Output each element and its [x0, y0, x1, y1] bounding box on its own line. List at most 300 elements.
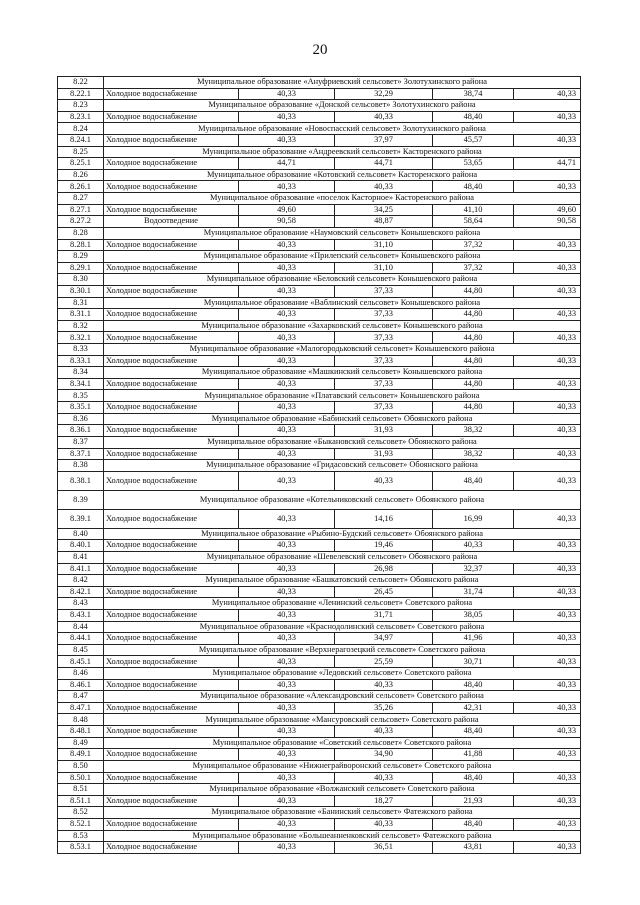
table-row [58, 425, 581, 437]
value-cell: 40,33 [335, 772, 433, 784]
service-name: Холодное водоснабжение [104, 586, 239, 598]
table-row [58, 795, 581, 807]
value-cell: 37,33 [335, 332, 433, 344]
value-cell: 44,80 [433, 285, 514, 297]
section-code: 8.22 [58, 77, 104, 89]
section-title: Муниципальное образование «Башкатовский сельсовет» Обоянского района [104, 575, 581, 587]
section-code: 8.28 [58, 227, 104, 239]
value-cell: 40,33 [335, 726, 433, 738]
value-cell: 40,33 [514, 402, 581, 414]
service-name: Холодное водоснабжение [104, 355, 239, 367]
value-cell: 40,33 [514, 540, 581, 552]
value-cell: 40,33 [514, 656, 581, 668]
value-cell: 40,33 [514, 563, 581, 575]
section-code: 8.53 [58, 830, 104, 842]
service-name: Холодное водоснабжение [104, 378, 239, 390]
value-cell: 40,33 [514, 332, 581, 344]
section-title: Муниципальное образование «Платавский сельсовет» Конышевского района [104, 390, 581, 402]
value-cell: 38,32 [433, 448, 514, 460]
table-row [58, 749, 581, 761]
section-header-row [58, 297, 581, 309]
service-name: Холодное водоснабжение [104, 332, 239, 344]
value-cell: 40,33 [514, 355, 581, 367]
value-cell: 40,33 [514, 749, 581, 761]
value-cell: 44,71 [239, 158, 335, 170]
value-cell: 40,33 [239, 425, 335, 437]
section-header-row [58, 551, 581, 563]
section-title: Муниципальное образование «Наумовский сельсовет» Конышевского района [104, 227, 581, 239]
value-cell: 40,33 [239, 818, 335, 830]
value-cell: 37,33 [335, 309, 433, 321]
row-code: 8.39.1 [58, 509, 104, 528]
tariff-table [57, 76, 581, 854]
section-title: Муниципальное образование «Андреевский сельсовет» Касторенского района [104, 146, 581, 158]
table-row [58, 204, 581, 216]
value-cell: 40,33 [239, 135, 335, 147]
value-cell: 44,71 [514, 158, 581, 170]
service-name: Холодное водоснабжение [104, 633, 239, 645]
table-row [58, 842, 581, 854]
value-cell: 14,16 [335, 509, 433, 528]
section-code: 8.26 [58, 169, 104, 181]
value-cell: 40,33 [514, 726, 581, 738]
value-cell: 45,57 [433, 135, 514, 147]
row-code: 8.26.1 [58, 181, 104, 193]
value-cell: 40,33 [433, 540, 514, 552]
table-row [58, 448, 581, 460]
value-cell: 31,71 [335, 609, 433, 621]
value-cell: 38,32 [433, 425, 514, 437]
row-code: 8.28.1 [58, 239, 104, 251]
value-cell: 40,33 [514, 842, 581, 854]
section-header-row [58, 344, 581, 356]
section-title: Муниципальное образование «Малогородьковский сельсовет» Конышевского района [104, 344, 581, 356]
value-cell: 30,71 [433, 656, 514, 668]
service-name: Холодное водоснабжение [104, 204, 239, 216]
table-row [58, 540, 581, 552]
section-code: 8.31 [58, 297, 104, 309]
value-cell: 44,80 [433, 402, 514, 414]
row-code: 8.25.1 [58, 158, 104, 170]
row-code: 8.36.1 [58, 425, 104, 437]
section-title: Муниципальное образование «Ваблинский сельсовет» Конышевского района [104, 297, 581, 309]
section-title: Муниципальное образование «Краснодолинский сельсовет» Советского района [104, 621, 581, 633]
row-code: 8.23.1 [58, 111, 104, 123]
section-title: Муниципальное образование «Александровский сельсовет» Советского района [104, 691, 581, 703]
value-cell: 40,33 [514, 88, 581, 100]
section-code: 8.34 [58, 367, 104, 379]
service-name: Водоотведение [104, 216, 239, 228]
section-title: Муниципальное образование «Бабинский сельсовет» Обоянского района [104, 413, 581, 425]
section-header-row [58, 274, 581, 286]
section-code: 8.24 [58, 123, 104, 135]
section-code: 8.52 [58, 807, 104, 819]
table-row [58, 702, 581, 714]
section-title: Муниципальное образование «Машкинский сельсовет» Конышевского района [104, 367, 581, 379]
table-row [58, 563, 581, 575]
value-cell: 40,33 [514, 633, 581, 645]
section-title: Муниципальное образование «поселок Касторное» Касторенского района [104, 193, 581, 205]
value-cell: 40,33 [514, 679, 581, 691]
value-cell: 40,33 [514, 285, 581, 297]
section-code: 8.43 [58, 598, 104, 610]
value-cell: 40,33 [239, 679, 335, 691]
section-header-row [58, 436, 581, 448]
section-header-row [58, 490, 581, 509]
value-cell: 40,33 [239, 239, 335, 251]
section-header-row [58, 528, 581, 540]
value-cell: 16,99 [433, 509, 514, 528]
row-code: 8.48.1 [58, 726, 104, 738]
section-title: Муниципальное образование «Донской сельсовет» Золотухинского района [104, 100, 581, 112]
table-row [58, 135, 581, 147]
value-cell: 31,93 [335, 425, 433, 437]
value-cell: 48,40 [433, 471, 514, 490]
section-header-row [58, 737, 581, 749]
section-header-row [58, 760, 581, 772]
value-cell: 40,33 [239, 726, 335, 738]
service-name: Холодное водоснабжение [104, 749, 239, 761]
table-row [58, 818, 581, 830]
value-cell: 48,87 [335, 216, 433, 228]
section-code: 8.33 [58, 344, 104, 356]
service-name: Холодное водоснабжение [104, 135, 239, 147]
value-cell: 40,33 [514, 309, 581, 321]
value-cell: 40,33 [514, 262, 581, 274]
value-cell: 49,60 [514, 204, 581, 216]
row-code: 8.22.1 [58, 88, 104, 100]
value-cell: 40,33 [239, 471, 335, 490]
table-row [58, 181, 581, 193]
table-row [58, 402, 581, 414]
service-name: Холодное водоснабжение [104, 772, 239, 784]
value-cell: 40,33 [239, 540, 335, 552]
value-cell: 40,33 [239, 378, 335, 390]
service-name: Холодное водоснабжение [104, 540, 239, 552]
service-name: Холодное водоснабжение [104, 425, 239, 437]
section-title: Муниципальное образование «Советский сельсовет» Советского района [104, 737, 581, 749]
value-cell: 37,32 [433, 239, 514, 251]
value-cell: 37,33 [335, 378, 433, 390]
section-title: Муниципальное образование «Верхнерагозецкий сельсовет» Советского района [104, 644, 581, 656]
value-cell: 90,58 [514, 216, 581, 228]
table-row [58, 586, 581, 598]
table-row [58, 239, 581, 251]
value-cell: 40,33 [514, 181, 581, 193]
value-cell: 40,33 [514, 795, 581, 807]
value-cell: 34,90 [335, 749, 433, 761]
section-title: Муниципальное образование «Прилепский сельсовет» Конышевского района [104, 251, 581, 263]
value-cell: 31,10 [335, 262, 433, 274]
section-title: Муниципальное образование «Ленинский сельсовет» Советского района [104, 598, 581, 610]
value-cell: 40,33 [514, 509, 581, 528]
value-cell: 44,80 [433, 332, 514, 344]
value-cell: 37,97 [335, 135, 433, 147]
table-row [58, 332, 581, 344]
section-code: 8.35 [58, 390, 104, 402]
section-header-row [58, 644, 581, 656]
table-row [58, 111, 581, 123]
section-title: Муниципальное образование «Нижнеграйворонский сельсовет» Советского района [104, 760, 581, 772]
row-code: 8.30.1 [58, 285, 104, 297]
value-cell: 40,33 [239, 88, 335, 100]
row-code: 8.47.1 [58, 702, 104, 714]
section-title: Муниципальное образование «Мансуровский сельсовет» Советского района [104, 714, 581, 726]
value-cell: 26,45 [335, 586, 433, 598]
value-cell: 44,80 [433, 309, 514, 321]
section-header-row [58, 413, 581, 425]
section-code: 8.44 [58, 621, 104, 633]
section-code: 8.23 [58, 100, 104, 112]
section-code: 8.48 [58, 714, 104, 726]
section-header-row [58, 251, 581, 263]
section-code: 8.29 [58, 251, 104, 263]
section-code: 8.25 [58, 146, 104, 158]
value-cell: 40,33 [239, 586, 335, 598]
row-code: 8.33.1 [58, 355, 104, 367]
value-cell: 34,97 [335, 633, 433, 645]
table-row [58, 88, 581, 100]
service-name: Холодное водоснабжение [104, 656, 239, 668]
value-cell: 40,33 [239, 656, 335, 668]
service-name: Холодное водоснабжение [104, 509, 239, 528]
section-code: 8.38 [58, 460, 104, 472]
table-row [58, 262, 581, 274]
row-code: 8.35.1 [58, 402, 104, 414]
section-header-row [58, 621, 581, 633]
row-code: 8.46.1 [58, 679, 104, 691]
section-header-row [58, 169, 581, 181]
value-cell: 40,33 [514, 471, 581, 490]
table-row [58, 355, 581, 367]
value-cell: 48,40 [433, 111, 514, 123]
row-code: 8.49.1 [58, 749, 104, 761]
value-cell: 42,31 [433, 702, 514, 714]
section-code: 8.50 [58, 760, 104, 772]
table-row [58, 158, 581, 170]
value-cell: 40,33 [239, 355, 335, 367]
service-name: Холодное водоснабжение [104, 111, 239, 123]
section-code: 8.51 [58, 784, 104, 796]
service-name: Холодное водоснабжение [104, 471, 239, 490]
value-cell: 18,27 [335, 795, 433, 807]
row-code: 8.45.1 [58, 656, 104, 668]
value-cell: 31,10 [335, 239, 433, 251]
value-cell: 44,80 [433, 378, 514, 390]
value-cell: 40,33 [514, 609, 581, 621]
section-header-row [58, 123, 581, 135]
row-code: 8.38.1 [58, 471, 104, 490]
value-cell: 34,25 [335, 204, 433, 216]
section-header-row [58, 193, 581, 205]
row-code: 8.52.1 [58, 818, 104, 830]
service-name: Холодное водоснабжение [104, 239, 239, 251]
value-cell: 40,33 [239, 332, 335, 344]
value-cell: 38,74 [433, 88, 514, 100]
value-cell: 40,33 [239, 448, 335, 460]
value-cell: 25,59 [335, 656, 433, 668]
section-header-row [58, 784, 581, 796]
value-cell: 48,40 [433, 181, 514, 193]
value-cell: 90,58 [239, 216, 335, 228]
section-header-row [58, 367, 581, 379]
section-header-row [58, 146, 581, 158]
value-cell: 40,33 [514, 772, 581, 784]
row-code: 8.24.1 [58, 135, 104, 147]
value-cell: 48,40 [433, 679, 514, 691]
section-code: 8.39 [58, 490, 104, 509]
table-row [58, 471, 581, 490]
section-code: 8.37 [58, 436, 104, 448]
section-title: Муниципальное образование «Шевелевский сельсовет» Обоянского района [104, 551, 581, 563]
service-name: Холодное водоснабжение [104, 262, 239, 274]
table-row [58, 609, 581, 621]
section-code: 8.46 [58, 668, 104, 680]
row-code: 8.40.1 [58, 540, 104, 552]
section-code: 8.49 [58, 737, 104, 749]
service-name: Холодное водоснабжение [104, 285, 239, 297]
value-cell: 40,33 [335, 471, 433, 490]
value-cell: 40,33 [239, 262, 335, 274]
section-title: Муниципальное образование «Волжанский сельсовет» Советского района [104, 784, 581, 796]
value-cell: 44,71 [335, 158, 433, 170]
section-code: 8.42 [58, 575, 104, 587]
value-cell: 40,33 [239, 633, 335, 645]
row-code: 8.37.1 [58, 448, 104, 460]
table-row [58, 656, 581, 668]
service-name: Холодное водоснабжение [104, 448, 239, 460]
section-code: 8.32 [58, 320, 104, 332]
value-cell: 40,33 [335, 111, 433, 123]
value-cell: 40,33 [239, 749, 335, 761]
section-header-row [58, 460, 581, 472]
value-cell: 40,33 [239, 772, 335, 784]
value-cell: 37,33 [335, 285, 433, 297]
table-row [58, 726, 581, 738]
service-name: Холодное водоснабжение [104, 818, 239, 830]
section-header-row [58, 320, 581, 332]
service-name: Холодное водоснабжение [104, 181, 239, 193]
section-title: Муниципальное образование «Беловский сельсовет» Конышевского района [104, 274, 581, 286]
service-name: Холодное водоснабжение [104, 609, 239, 621]
value-cell: 40,33 [239, 402, 335, 414]
value-cell: 40,33 [239, 609, 335, 621]
section-title: Муниципальное образование «Быкановский сельсовет» Обоянского района [104, 436, 581, 448]
section-title: Муниципальное образование «Котельниковский сельсовет» Обоянского района [104, 490, 581, 509]
value-cell: 26,98 [335, 563, 433, 575]
value-cell: 40,33 [239, 842, 335, 854]
table-row [58, 509, 581, 528]
value-cell: 36,51 [335, 842, 433, 854]
service-name: Холодное водоснабжение [104, 702, 239, 714]
row-code: 8.50.1 [58, 772, 104, 784]
value-cell: 49,60 [239, 204, 335, 216]
table-row [58, 309, 581, 321]
table-row [58, 285, 581, 297]
row-code: 8.51.1 [58, 795, 104, 807]
value-cell: 40,33 [335, 679, 433, 691]
row-code: 8.27.1 [58, 204, 104, 216]
section-code: 8.36 [58, 413, 104, 425]
row-code: 8.27.2 [58, 216, 104, 228]
service-name: Холодное водоснабжение [104, 679, 239, 691]
service-name: Холодное водоснабжение [104, 795, 239, 807]
row-code: 8.41.1 [58, 563, 104, 575]
section-title: Муниципальное образование «Ануфриевский сельсовет» Золотухинского района [104, 77, 581, 89]
value-cell: 40,33 [514, 818, 581, 830]
section-code: 8.40 [58, 528, 104, 540]
value-cell: 40,33 [239, 111, 335, 123]
value-cell: 48,40 [433, 726, 514, 738]
section-header-row [58, 100, 581, 112]
value-cell: 40,33 [514, 425, 581, 437]
section-header-row [58, 668, 581, 680]
value-cell: 44,80 [433, 355, 514, 367]
value-cell: 48,40 [433, 772, 514, 784]
value-cell: 40,33 [514, 448, 581, 460]
section-header-row [58, 691, 581, 703]
value-cell: 40,33 [239, 702, 335, 714]
tariff-table-body [58, 77, 581, 854]
service-name: Холодное водоснабжение [104, 402, 239, 414]
value-cell: 41,10 [433, 204, 514, 216]
section-code: 8.30 [58, 274, 104, 286]
section-title: Муниципальное образование «Ледовский сельсовет» Советского района [104, 668, 581, 680]
row-code: 8.34.1 [58, 378, 104, 390]
value-cell: 35,26 [335, 702, 433, 714]
value-cell: 41,88 [433, 749, 514, 761]
section-header-row [58, 714, 581, 726]
service-name: Холодное водоснабжение [104, 842, 239, 854]
section-title: Муниципальное образование «Банинский сельсовет» Фатежского района [104, 807, 581, 819]
value-cell: 43,81 [433, 842, 514, 854]
section-header-row [58, 575, 581, 587]
value-cell: 40,33 [514, 135, 581, 147]
value-cell: 40,33 [335, 818, 433, 830]
row-code: 8.29.1 [58, 262, 104, 274]
table-row [58, 216, 581, 228]
value-cell: 48,40 [433, 818, 514, 830]
value-cell: 37,33 [335, 355, 433, 367]
section-header-row [58, 807, 581, 819]
service-name: Холодное водоснабжение [104, 309, 239, 321]
value-cell: 32,37 [433, 563, 514, 575]
table-row [58, 772, 581, 784]
section-code: 8.47 [58, 691, 104, 703]
value-cell: 40,33 [514, 702, 581, 714]
section-title: Муниципальное образование «Рыбино-Будский сельсовет» Обоянского района [104, 528, 581, 540]
value-cell: 40,33 [239, 509, 335, 528]
value-cell: 40,33 [514, 586, 581, 598]
row-code: 8.31.1 [58, 309, 104, 321]
value-cell: 38,05 [433, 609, 514, 621]
section-title: Муниципальное образование «Большеанненковский сельсовет» Фатежского района [104, 830, 581, 842]
section-header-row [58, 598, 581, 610]
value-cell: 40,33 [239, 795, 335, 807]
section-header-row [58, 77, 581, 89]
value-cell: 40,33 [514, 111, 581, 123]
table-row [58, 378, 581, 390]
table-row [58, 633, 581, 645]
section-code: 8.41 [58, 551, 104, 563]
row-code: 8.32.1 [58, 332, 104, 344]
value-cell: 41,96 [433, 633, 514, 645]
section-title: Муниципальное образование «Гридасовский сельсовет» Обоянского района [104, 460, 581, 472]
value-cell: 40,33 [335, 181, 433, 193]
service-name: Холодное водоснабжение [104, 88, 239, 100]
row-code: 8.42.1 [58, 586, 104, 598]
service-name: Холодное водоснабжение [104, 158, 239, 170]
